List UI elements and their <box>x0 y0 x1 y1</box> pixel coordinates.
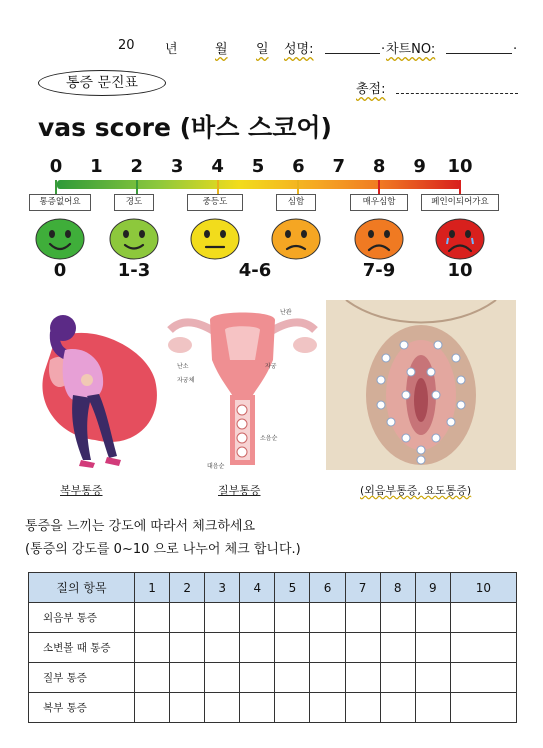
check-cell[interactable] <box>240 693 275 723</box>
scale-group: 4-6 <box>238 260 272 281</box>
scale-label: 중등도 <box>187 194 243 211</box>
check-cell[interactable] <box>380 663 415 693</box>
scale-number: 4 <box>211 156 224 177</box>
check-cell[interactable] <box>310 693 345 723</box>
vulva-illustration <box>326 300 516 470</box>
year-label: 년 <box>165 42 178 57</box>
scale-number: 5 <box>251 156 265 177</box>
scale-number: 0 <box>49 156 63 177</box>
caption-vulvar: (외음부통증, 요도통증) <box>360 484 472 497</box>
check-cell[interactable] <box>205 633 240 663</box>
score-label: 총점: <box>356 82 386 97</box>
pain-face-icon <box>353 216 405 260</box>
column-header: 1 <box>135 573 170 603</box>
row-label: 소변볼 때 통증 <box>29 633 135 663</box>
label-fallopian: 난관 <box>280 309 292 316</box>
check-cell[interactable] <box>205 603 240 633</box>
table-row <box>29 603 517 633</box>
check-cell[interactable] <box>450 693 516 723</box>
check-cell[interactable] <box>450 603 516 633</box>
scale-number: 2 <box>130 156 144 177</box>
scale-label: 통증없어요 <box>29 194 91 211</box>
scale-label: 경도 <box>114 194 154 211</box>
header-line <box>0 38 543 58</box>
check-cell[interactable] <box>380 633 415 663</box>
check-cell[interactable] <box>450 633 516 663</box>
check-cell[interactable] <box>170 603 205 633</box>
check-cell[interactable] <box>135 603 170 633</box>
abdominal-pain-illustration <box>25 300 165 475</box>
label-uterus-body: 자궁체 <box>177 377 195 384</box>
check-cell[interactable] <box>415 603 450 633</box>
check-cell[interactable] <box>275 603 310 633</box>
check-cell[interactable] <box>240 663 275 693</box>
column-header: 6 <box>310 573 345 603</box>
pain-face-icon <box>270 216 322 260</box>
pain-face-icon <box>434 216 486 260</box>
dot: . <box>381 38 386 53</box>
column-header: 2 <box>170 573 205 603</box>
check-cell[interactable] <box>345 663 380 693</box>
scale-label: 매우심함 <box>350 194 408 211</box>
check-cell[interactable] <box>415 633 450 663</box>
check-cell[interactable] <box>415 663 450 693</box>
header-item: 질의 항목 <box>29 573 135 603</box>
pain-face-icon <box>34 216 86 260</box>
caption-vaginal: 질부통증 <box>218 484 261 497</box>
instruction-line-2: (통증의 강도를 0~10 으로 나누어 체크 합니다.) <box>25 542 301 557</box>
check-cell[interactable] <box>415 693 450 723</box>
check-cell[interactable] <box>275 663 310 693</box>
column-header: 9 <box>415 573 450 603</box>
label-uterus: 자궁 <box>265 363 277 370</box>
scale-number: 10 <box>447 156 473 177</box>
label-labia-minora: 소음순 <box>260 435 278 442</box>
form-title: 통증 문진표 <box>38 70 166 96</box>
check-cell[interactable] <box>275 693 310 723</box>
scale-number: 8 <box>372 156 386 177</box>
scale-number: 9 <box>413 156 426 177</box>
column-header: 7 <box>345 573 380 603</box>
day-label: 일 <box>256 42 269 57</box>
check-cell[interactable] <box>310 603 345 633</box>
check-cell[interactable] <box>310 633 345 663</box>
table-row <box>29 663 517 693</box>
check-cell[interactable] <box>380 603 415 633</box>
name-field[interactable] <box>325 38 380 54</box>
scale-number: 7 <box>332 156 346 177</box>
month-label: 월 <box>215 42 228 57</box>
vas-title: vas score (바스 스코어) <box>38 113 332 142</box>
instruction-line-1: 통증을 느끼는 강도에 따라서 체크하세요 <box>25 519 256 534</box>
scale-group: 0 <box>53 260 67 281</box>
row-label: 질부 통증 <box>29 663 135 693</box>
column-header: 4 <box>240 573 275 603</box>
table-row <box>29 693 517 723</box>
scale-label: 심함 <box>276 194 316 211</box>
scale-group: 1-3 <box>117 260 151 281</box>
scale-label: 페인이되어가요 <box>421 194 499 211</box>
check-cell[interactable] <box>240 633 275 663</box>
check-cell[interactable] <box>135 693 170 723</box>
score-field[interactable] <box>396 78 518 94</box>
column-header: 8 <box>380 573 415 603</box>
check-cell[interactable] <box>380 693 415 723</box>
check-cell[interactable] <box>205 663 240 693</box>
column-header: 3 <box>205 573 240 603</box>
check-cell[interactable] <box>310 663 345 693</box>
vas-scale <box>30 150 490 290</box>
dot-end: . <box>513 38 518 53</box>
check-cell[interactable] <box>240 603 275 633</box>
check-cell[interactable] <box>275 633 310 663</box>
scale-number: 1 <box>90 156 103 177</box>
scale-group: 7-9 <box>362 260 396 281</box>
row-label: 복부 통증 <box>29 693 135 723</box>
check-cell[interactable] <box>205 693 240 723</box>
name-label: 성명: <box>284 42 314 57</box>
label-labia-majora: 대음순 <box>207 463 225 470</box>
pain-face-icon <box>189 216 241 260</box>
check-cell[interactable] <box>345 693 380 723</box>
chart-no-field[interactable] <box>446 38 512 54</box>
check-cell[interactable] <box>345 633 380 663</box>
pain-gradient-bar <box>57 180 461 189</box>
check-cell[interactable] <box>345 603 380 633</box>
label-ovary: 난소 <box>177 363 189 370</box>
chart-no-label: 차트NO: <box>386 42 436 57</box>
scale-group: 10 <box>447 260 473 281</box>
check-cell[interactable] <box>170 693 205 723</box>
scale-number: 6 <box>292 156 305 177</box>
row-label: 외음부 통증 <box>29 603 135 633</box>
column-header: 5 <box>275 573 310 603</box>
check-cell[interactable] <box>450 663 516 693</box>
year-prefix: 20 <box>118 38 135 53</box>
check-cell[interactable] <box>170 663 205 693</box>
check-cell[interactable] <box>135 633 170 663</box>
pain-face-icon <box>108 216 160 260</box>
caption-abdominal: 복부통증 <box>60 484 103 497</box>
table-row <box>29 633 517 663</box>
uterus-illustration <box>165 300 320 475</box>
check-cell[interactable] <box>170 633 205 663</box>
check-cell[interactable] <box>135 663 170 693</box>
scale-number: 3 <box>170 156 184 177</box>
column-header: 10 <box>450 573 516 603</box>
pain-check-table <box>28 572 517 723</box>
